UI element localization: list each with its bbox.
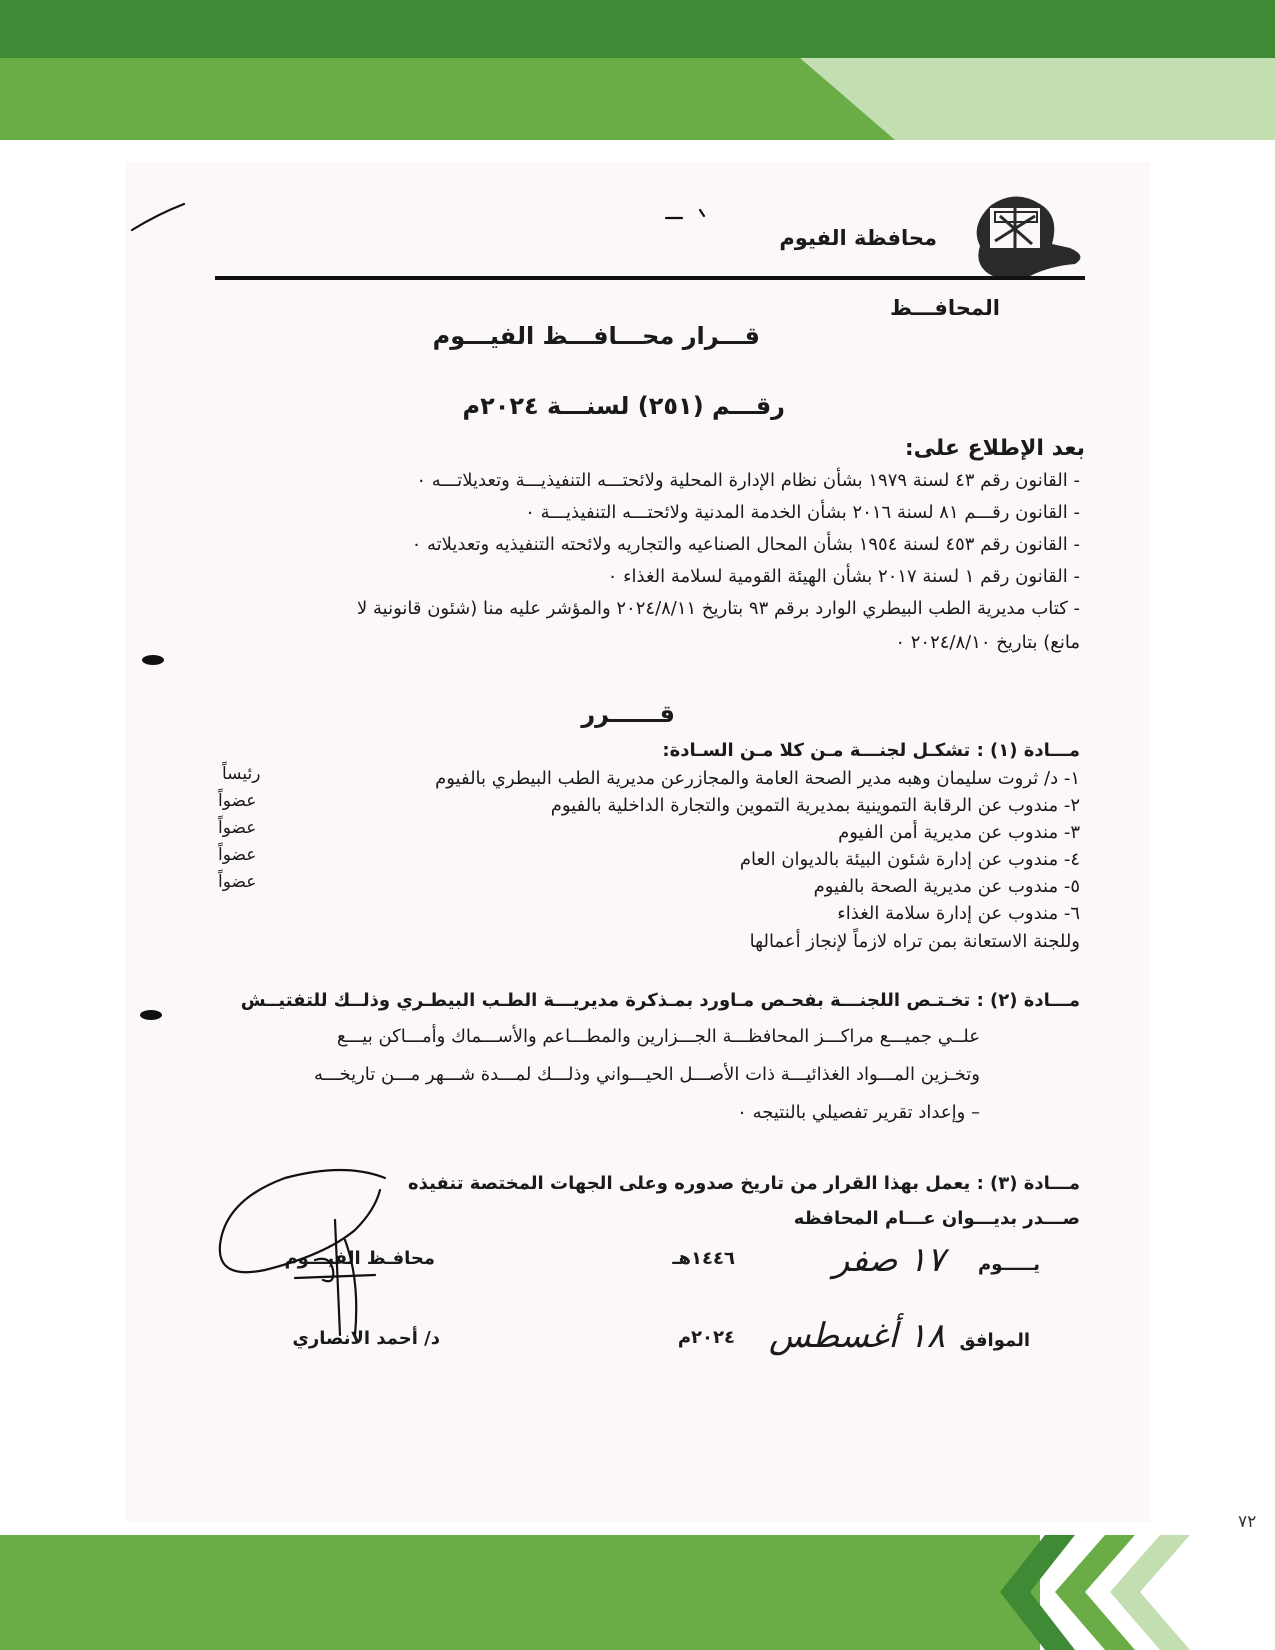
article2-line: مـــادة (٢) : تخـتـص اللجنـــة بفحـص مـاورد بمـذكرة مديريـــة الطـب البيطـري وذلــك للتفتيــش bbox=[240, 990, 1080, 1011]
preamble-item: - كتاب مديرية الطب البيطري الوارد برقم ٩٣ بتاريخ ٢٠٢٤/٨/١١ والمؤشر عليه منا (شئون قانونية لا bbox=[357, 598, 1080, 619]
decision-title: قـــرار محـــافـــظ الفيـــوم bbox=[432, 322, 760, 350]
member-role: رئيساً bbox=[222, 764, 261, 784]
fayoum-emblem-icon bbox=[960, 186, 1090, 286]
top-banner-dark-band bbox=[0, 0, 1275, 58]
article1-heading: مـــادة (١) : تشكـل لجنـــة مـن كلا مـن السـادة: bbox=[662, 740, 1080, 761]
preamble-item: - القانون رقم ١ لسنة ٢٠١٧ بشأن الهيئة القومية لسلامة الغذاء ٠ bbox=[607, 566, 1080, 587]
member-line: ٥- مندوب عن مديرية الصحة بالفيوم bbox=[813, 876, 1080, 897]
preamble-item: - القانون رقم ٤٥٣ لسنة ١٩٥٤ بشأن المحال الصناعيه والتجاريه ولائحته التنفيذيه وتعديلاته ٠ bbox=[411, 534, 1080, 555]
member-role: عضواً bbox=[218, 872, 257, 892]
header-rule bbox=[215, 276, 1085, 280]
bottom-banner bbox=[0, 1535, 1275, 1650]
issued-at: صـــدر بديـــوان عـــام المحافظه bbox=[793, 1208, 1080, 1229]
pen-mark bbox=[660, 204, 710, 224]
preamble-item: - القانون رقـــم ٨١ لسنة ٢٠١٦ بشأن الخدمة المدنية ولائحتـــه التنفيذيـــة ٠ bbox=[525, 502, 1080, 523]
member-line: ٦- مندوب عن إدارة سلامة الغذاء bbox=[837, 903, 1080, 924]
member-line: ٣- مندوب عن مديرية أمن الفيوم bbox=[838, 822, 1080, 843]
top-banner-mid-band bbox=[0, 58, 895, 140]
member-line: ٢- مندوب عن الرقابة التموينية بمديرية التموين والتجارة الداخلية بالفيوم bbox=[550, 795, 1080, 816]
member-role: عضواً bbox=[218, 845, 257, 865]
article2-line: – وإعداد تقرير تفصيلي بالنتيجه ٠ bbox=[737, 1102, 980, 1123]
decided-heading: قــــــرر bbox=[581, 700, 675, 728]
article3: مـــادة (٣) : يعمل بهذا القرار من تاريخ صدوره وعلى الجهات المختصة تنفيذه bbox=[408, 1173, 1080, 1194]
gregorian-day-handwritten: ١٨ أغسطس bbox=[768, 1316, 945, 1356]
top-banner bbox=[0, 0, 1275, 140]
muwafiq-label: الموافق bbox=[959, 1330, 1030, 1351]
gregorian-year: ٢٠٢٤م bbox=[677, 1327, 735, 1348]
article2-line: علــي جميـــع مراكـــز المحافظـــة الجـــزارين والمطـــاعم والأســـماك وأمـــاكن بيـــع bbox=[336, 1026, 980, 1047]
preamble-item: - القانون رقم ٤٣ لسنة ١٩٧٩ بشأن نظام الإدارة المحلية ولائحتـــه التنفيذيـــة وتعديلاتـــه ٠ bbox=[416, 470, 1080, 491]
pen-mark bbox=[128, 196, 188, 236]
governorate-header: محافظة الفيوم bbox=[779, 226, 937, 250]
scan-mark bbox=[140, 1010, 162, 1020]
page-number: ٧٢ bbox=[1238, 1512, 1257, 1532]
governor-signature bbox=[205, 1160, 435, 1350]
decision-number: رقـــم (٢٥١) لسنـــة ٢٠٢٤م bbox=[462, 392, 785, 420]
member-role: عضواً bbox=[218, 791, 257, 811]
member-line: ١- د/ ثروت سليمان وهبه مدير الصحة العامة والمجازرعن مديرية الطب البيطري بالفيوم bbox=[435, 768, 1080, 789]
preamble-heading: بعد الإطلاع على: bbox=[904, 436, 1085, 461]
office-label: المحافـــظ bbox=[890, 296, 1000, 320]
scan-mark bbox=[142, 655, 164, 665]
member-line: ٤- مندوب عن إدارة شئون البيئة بالديوان العام bbox=[739, 849, 1080, 870]
article2-line: وتخـزين المـــواد الغذائيـــة ذات الأصـــل الحيـــواني وذلـــك لمـــدة شـــهر مـــن تاريخـــه bbox=[314, 1064, 980, 1085]
signatory-name: د/ أحمد الانصاري bbox=[292, 1328, 440, 1349]
hijri-year: ١٤٤٦هـ bbox=[672, 1248, 735, 1269]
bottom-chevron-icon bbox=[1110, 1535, 1190, 1650]
bottom-banner-band bbox=[0, 1535, 1040, 1650]
preamble-item: مانع) بتاريخ ٢٠٢٤/٨/١٠ ٠ bbox=[895, 632, 1080, 653]
signatory-title: محافـظ الفيـــوم bbox=[284, 1248, 435, 1269]
member-role: عضواً bbox=[218, 818, 257, 838]
hijri-day-handwritten: ١٧ صفر bbox=[832, 1240, 945, 1280]
day-label: يـــــوم bbox=[978, 1254, 1040, 1275]
article1-closing: وللجنة الاستعانة بمن تراه لازماً لإنجاز أعمالها bbox=[749, 931, 1080, 952]
